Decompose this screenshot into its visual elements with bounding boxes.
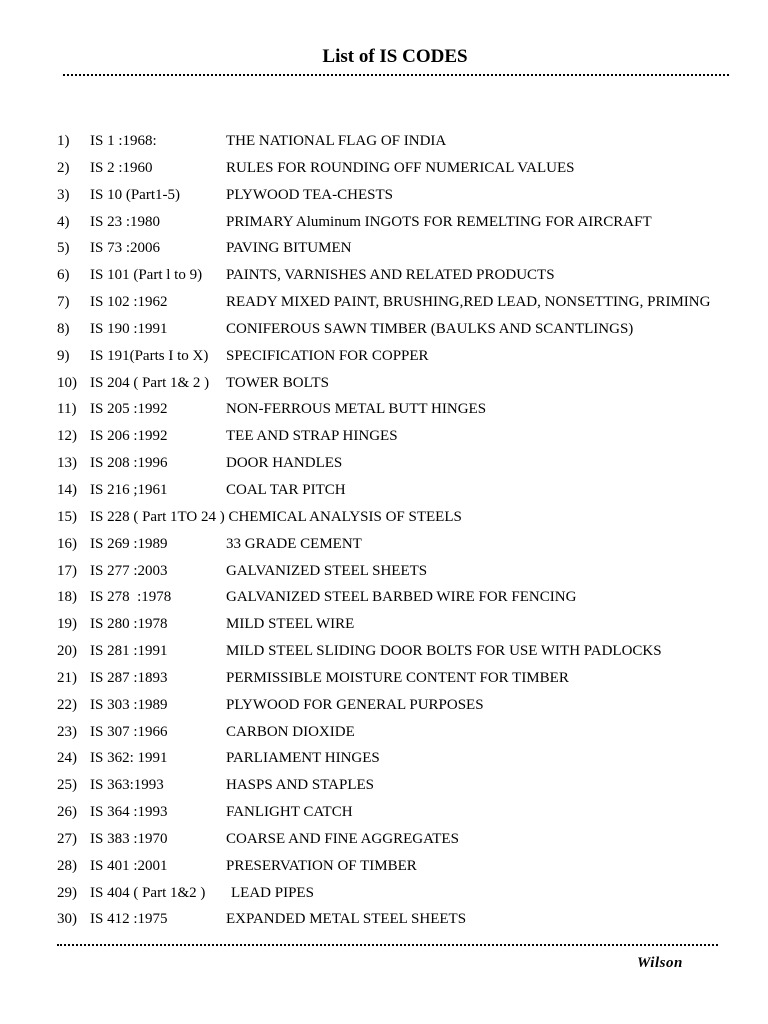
- item-code: IS 206 :1992: [90, 428, 168, 445]
- item-description: NON-FERROUS METAL BUTT HINGES: [226, 401, 487, 418]
- item-code: IS 362: 1991: [90, 750, 168, 767]
- item-number: 25): [57, 777, 77, 794]
- list-item: [0, 748, 768, 775]
- item-code: IS 287 :1893: [90, 669, 168, 686]
- item-number: 5): [57, 240, 70, 257]
- list-item: [0, 641, 768, 668]
- item-number: 9): [57, 347, 70, 364]
- item-code: IS 205 :1992: [90, 401, 168, 418]
- item-number: 4): [57, 213, 70, 230]
- item-code: IS 10 (Part1-5): [90, 186, 180, 203]
- item-number: 8): [57, 320, 70, 337]
- list-item: [0, 292, 768, 319]
- item-number: 13): [57, 455, 77, 472]
- item-description: PRIMARY Aluminum INGOTS FOR REMELTING FOR AIRCRAFT: [226, 213, 652, 230]
- item-code: IS 269 :1989: [90, 535, 168, 552]
- item-description: CONIFEROUS SAWN TIMBER (BAULKS AND SCANTLINGS): [226, 320, 634, 337]
- item-code: IS 216 ;1961: [90, 481, 168, 498]
- item-description: HASPS AND STAPLES: [226, 777, 375, 794]
- item-code: IS 204 ( Part 1& 2 ): [90, 374, 210, 391]
- list-item: [0, 695, 768, 722]
- item-number: 24): [57, 750, 77, 767]
- is-codes-list: [0, 131, 768, 936]
- list-item: [0, 265, 768, 292]
- list-item: [0, 346, 768, 373]
- item-number: 17): [57, 562, 77, 579]
- item-number: 28): [57, 857, 77, 874]
- list-item: [0, 480, 768, 507]
- item-code: IS 412 :1975: [90, 911, 168, 928]
- item-description: 33 GRADE CEMENT: [226, 535, 362, 552]
- item-description: PAVING BITUMEN: [226, 240, 352, 257]
- list-item: [0, 399, 768, 426]
- list-item: [0, 319, 768, 346]
- item-code: IS 73 :2006: [90, 240, 161, 257]
- item-description: FANLIGHT CATCH: [226, 804, 353, 821]
- list-item: [0, 561, 768, 588]
- item-code: IS 278 :1978: [90, 589, 172, 606]
- item-code: IS 307 :1966: [90, 723, 168, 740]
- item-number: 15): [57, 508, 77, 525]
- item-code: IS 363:1993: [90, 777, 164, 794]
- bottom-dotted-divider: [57, 944, 718, 946]
- item-description: COARSE AND FINE AGGREGATES: [226, 830, 459, 847]
- item-description: READY MIXED PAINT, BRUSHING,RED LEAD, NONSETTING, PRIMING: [226, 294, 711, 311]
- top-dotted-divider: [63, 74, 729, 76]
- item-description: GALVANIZED STEEL SHEETS: [226, 562, 428, 579]
- list-item: [0, 722, 768, 749]
- item-description: GALVANIZED STEEL BARBED WIRE FOR FENCING: [226, 589, 577, 606]
- list-item: [0, 238, 768, 265]
- item-number: 27): [57, 830, 77, 847]
- item-code: IS 280 :1978: [90, 616, 168, 633]
- list-item: [0, 668, 768, 695]
- page-title: List of IS CODES: [322, 46, 468, 67]
- item-code: IS 404 ( Part 1&2 ): [90, 884, 206, 901]
- item-description: PERMISSIBLE MOISTURE CONTENT FOR TIMBER: [226, 669, 569, 686]
- item-code: IS 281 :1991: [90, 643, 168, 660]
- item-code: IS 383 :1970: [90, 830, 168, 847]
- item-code: IS 190 :1991: [90, 320, 168, 337]
- list-item: [0, 158, 768, 185]
- list-item: [0, 453, 768, 480]
- item-description: PLYWOOD FOR GENERAL PURPOSES: [226, 696, 484, 713]
- item-code: IS 277 :2003: [90, 562, 168, 579]
- item-description: THE NATIONAL FLAG OF INDIA: [226, 133, 447, 149]
- item-number: 11): [57, 401, 77, 418]
- item-number: 26): [57, 804, 77, 821]
- item-description: PAINTS, VARNISHES AND RELATED PRODUCTS: [226, 267, 555, 284]
- item-number: 21): [57, 669, 77, 686]
- item-number: 16): [57, 535, 77, 552]
- list-item: [0, 212, 768, 239]
- item-description: EXPANDED METAL STEEL SHEETS: [226, 911, 467, 928]
- item-description: TEE AND STRAP HINGES: [226, 428, 398, 445]
- item-number: 29): [57, 884, 77, 901]
- item-description: MILD STEEL WIRE: [226, 616, 355, 633]
- item-number: 19): [57, 616, 77, 633]
- list-item: [0, 883, 768, 910]
- list-item: [0, 909, 768, 936]
- item-description: PARLIAMENT HINGES: [226, 750, 380, 767]
- list-item: [0, 373, 768, 400]
- list-item: [0, 856, 768, 883]
- item-description: CARBON DIOXIDE: [226, 723, 355, 740]
- item-description: PRESERVATION OF TIMBER: [226, 857, 417, 874]
- item-description: RULES FOR ROUNDING OFF NUMERICAL VALUES: [226, 159, 575, 176]
- item-code: IS 102 :1962: [90, 294, 168, 311]
- item-number: 3): [57, 186, 70, 203]
- list-item: [0, 829, 768, 856]
- item-code: IS 101 (Part l to 9): [90, 267, 203, 284]
- item-number: 10): [57, 374, 77, 391]
- item-code: IS 23 :1980: [90, 213, 161, 230]
- item-code: IS 2 :1960: [90, 159, 153, 176]
- item-number: 23): [57, 723, 77, 740]
- item-description: SPECIFICATION FOR COPPER: [226, 347, 429, 364]
- item-description: LEAD PIPES: [231, 884, 314, 901]
- item-code: IS 364 :1993: [90, 804, 168, 821]
- list-item: [0, 587, 768, 614]
- item-code: IS 191(Parts I to X): [90, 347, 209, 364]
- item-code: IS 401 :2001: [90, 857, 168, 874]
- item-description: PLYWOOD TEA-CHESTS: [226, 186, 393, 203]
- item-number: 20): [57, 643, 77, 660]
- author-signature: Wilson: [637, 955, 683, 971]
- item-description: DOOR HANDLES: [226, 455, 343, 472]
- item-number: 14): [57, 481, 77, 498]
- item-number: 12): [57, 428, 77, 445]
- item-number: 30): [57, 911, 77, 928]
- item-number: 2): [57, 159, 70, 176]
- item-description: MILD STEEL SLIDING DOOR BOLTS FOR USE WITH PADLOCKS: [226, 643, 662, 660]
- item-number: 22): [57, 696, 77, 713]
- list-item: [0, 614, 768, 641]
- item-number: 1): [57, 133, 70, 149]
- list-item: [0, 775, 768, 802]
- item-code: IS 1 :1968:: [90, 133, 157, 149]
- item-code: IS 303 :1989: [90, 696, 168, 713]
- item-number: 6): [57, 267, 70, 284]
- list-item: [0, 802, 768, 829]
- list-item: [0, 131, 768, 158]
- list-item: [0, 426, 768, 453]
- item-description: TOWER BOLTS: [226, 374, 329, 391]
- item-description: COAL TAR PITCH: [226, 481, 346, 498]
- item-number: 7): [57, 294, 70, 311]
- item-number: 18): [57, 589, 77, 606]
- item-code: IS 208 :1996: [90, 455, 168, 472]
- list-item: [0, 507, 768, 534]
- list-item: [0, 185, 768, 212]
- list-item: [0, 534, 768, 561]
- item-code: IS 228 ( Part 1TO 24 ) CHEMICAL ANALYSIS OF STEELS: [90, 508, 462, 525]
